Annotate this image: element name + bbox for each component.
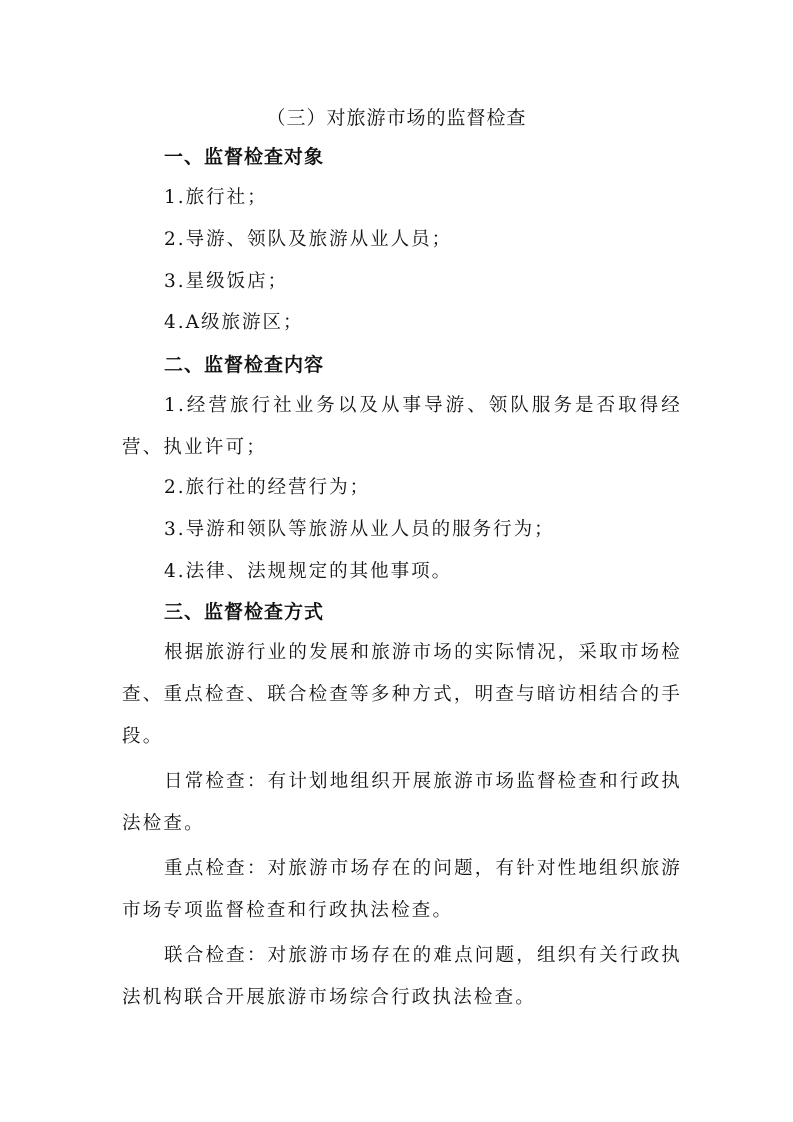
paragraph: 联合检查：对旅游市场存在的难点问题，组织有关行政执法机构联合开展旅游市场综合行政执法检查。 — [122, 945, 682, 1008]
paragraph: 根据旅游行业的发展和旅游市场的实际情况，采取市场检查、重点检查、联合检查等多种方式，明查与暗访相结合的手段。 — [122, 642, 682, 747]
section-heading-content: 二、监督检查内容 — [164, 354, 325, 376]
section-heading-methods: 三、监督检查方式 — [164, 601, 325, 623]
list-item: 2.导游、领队及旅游从业人员； — [164, 229, 453, 250]
list-item: 3.导游和领队等旅游从业人员的服务行为； — [164, 519, 555, 540]
paragraph: 重点检查：对旅游市场存在的问题，有针对性地组织旅游市场专项监督检查和行政执法检查。 — [122, 858, 682, 921]
paragraph: 日常检查：有计划地组织开展旅游市场监督检查和行政执法检查。 — [122, 771, 682, 834]
list-item: 4.A级旅游区； — [164, 312, 304, 333]
list-item: 2.旅行社的经营行为； — [164, 477, 371, 498]
list-item: 1.旅行社； — [164, 187, 268, 208]
list-item: 3.星级饭店； — [164, 271, 289, 292]
list-item: 4.法律、法规规定的其他事项。 — [164, 561, 453, 582]
section-heading-objects: 一、监督检查对象 — [164, 146, 325, 168]
list-item: 1.经营旅行社业务以及从事导游、领队服务是否取得经营、执业许可； — [122, 395, 682, 458]
document-title: （三）对旅游市场的监督检查 — [266, 107, 527, 129]
